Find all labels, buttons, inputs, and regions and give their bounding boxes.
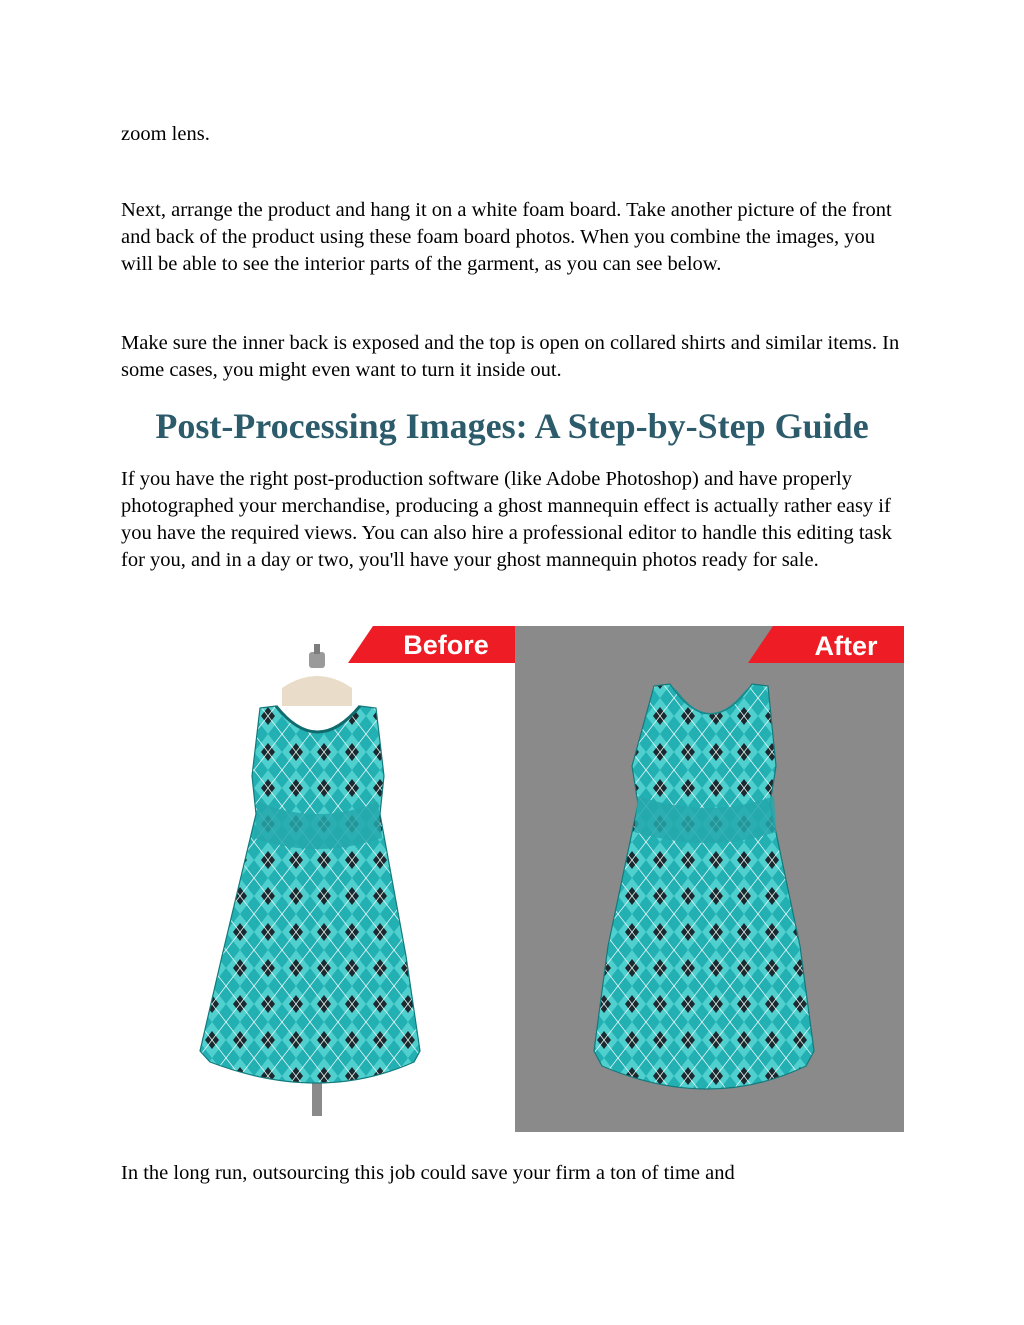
before-label: [348, 626, 515, 663]
paragraph-inner-back: Make sure the inner back is exposed and the top is open on collared shirts and similar items. In some cases, you might even want to turn it inside out.: [121, 332, 900, 381]
paragraph-outsourcing: In the long run, outsourcing this job could save your firm a ton of time and: [121, 1162, 735, 1184]
paragraph-zoom-lens: zoom lens.: [121, 123, 210, 145]
before-panel: [170, 626, 515, 1132]
paragraph-post-production: If you have the right post-production software (like Adobe Photoshop) and have properly photographed your merchandise, producing a ghost mannequin effect is actually rather easy if you have the required views. You can also hire a professional editor to handle this editing task for you, and in a day or two, you'll have your ghost mannequin photos ready for sale.: [121, 468, 892, 571]
section-heading: Post-Processing Images: A Step-by-Step Guide: [155, 406, 869, 446]
paragraph-arrange-product: Next, arrange the product and hang it on a white foam board. Take another picture of the front and back of the product using these foam board photos. When you combine the images, you will be able to see the interior parts of the garment, as you can see below.: [121, 199, 892, 275]
after-label: [748, 626, 904, 663]
after-label-text: After: [814, 631, 878, 661]
before-after-figure: [170, 626, 904, 1132]
after-panel: [515, 626, 904, 1132]
before-label-text: Before: [403, 630, 489, 660]
